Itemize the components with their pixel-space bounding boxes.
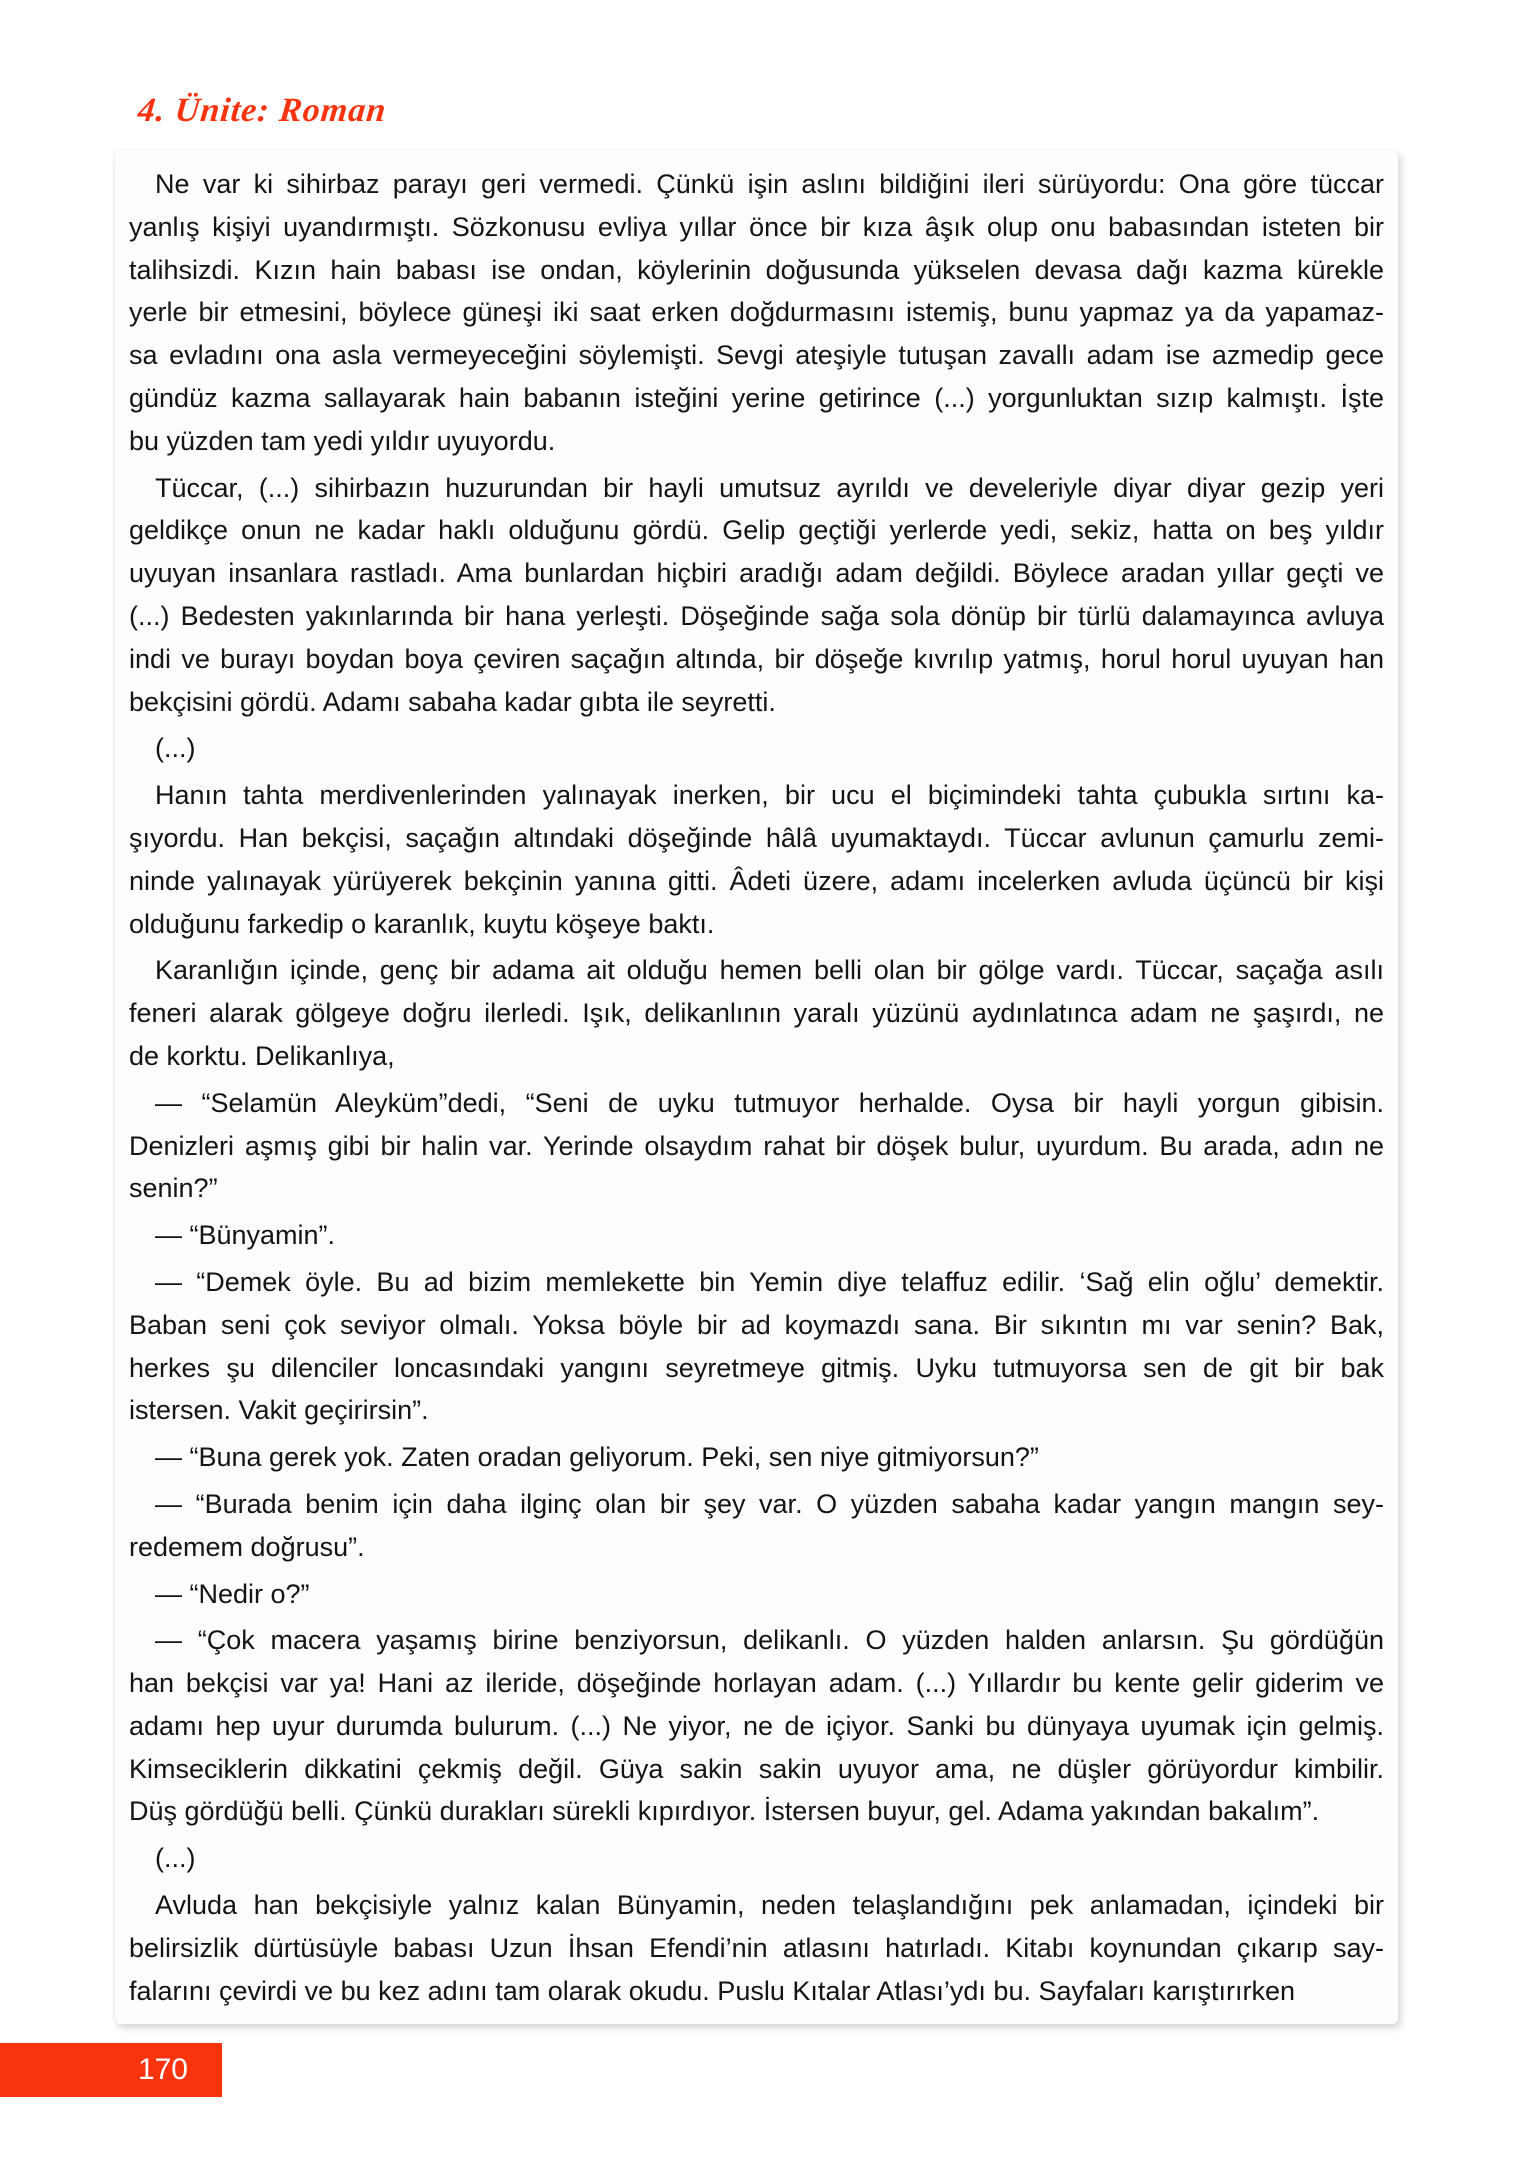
passage-line: (...) <box>155 733 196 764</box>
passage-paragraph <box>129 163 1384 463</box>
passage-line: Karanlığın içinde, genç bir adama ait olduğu hemen belli olan bir gölge vardı. Tüccar, saçağa asılı <box>155 955 1384 986</box>
unit-header: 4. Ünite: Roman <box>136 92 389 129</box>
passage-paragraph <box>129 1483 1384 1569</box>
passage-line: ninde yalınayak yürüyerek bekçinin yanına gitti. Âdeti üzere, adamı incelerken avluda üçüncü bir kişi <box>129 865 1384 896</box>
passage-line: sa evladını ona asla vermeyeceğini söylemişti. Sevgi ateşiyle tutuşan zavallı adam ise azmedip gece <box>129 340 1384 371</box>
passage-line: Baban seni çok seviyor olmalı. Yoksa böyle bir ad koymazdı sana. Bir sıkıntın mı var senin? Bak, <box>129 1309 1384 1340</box>
passage-line: yanlış kişiyi uyandırmıştı. Sözkonusu evliya yıllar önce bir kıza âşık olup onu babasından isteten bir <box>129 211 1384 242</box>
passage-line: — “Buna gerek yok. Zaten oradan geliyorum. Peki, sen niye gitmiyorsun?” <box>155 1442 1039 1473</box>
passage-line: istersen. Vakit geçirirsin”. <box>129 1395 429 1426</box>
passage-line: falarını çevirdi ve bu kez adını tam olarak okudu. Puslu Kıtalar Atlası’ydı bu. Sayfaları karıştırırken <box>129 1975 1296 2006</box>
passage-line: Denizleri aşmış gibi bir halin var. Yerinde olsaydım rahat bir döşek bulur, uyurdum. Bu arada, adın ne <box>129 1130 1384 1161</box>
passage-line: feneri alarak gölgeye doğru ilerledi. Işık, delikanlının yaralı yüzünü aydınlatınca adam ne şaşırdı, ne <box>129 998 1384 1029</box>
passage-paragraph <box>129 1261 1384 1432</box>
passage-paragraph <box>129 467 1384 724</box>
passage-line: (...) <box>155 1843 196 1874</box>
passage-line: — “Selamün Aleyküm”dedi, “Seni de uyku tutmuyor herhalde. Oysa bir hayli yorgun gibisin. <box>155 1087 1384 1118</box>
passage-line: — “Burada benim için daha ilginç olan bir şey var. O yüzden sabaha kadar yangın mangın sey- <box>155 1488 1384 1519</box>
passage-line: talihsizdi. Kızın hain babası ise ondan, köylerinin doğusunda yükselen devasa dağı kazma kürekle <box>129 254 1384 285</box>
passage-line: belirsizlik dürtüsüyle babası Uzun İhsan Efendi’nin atlasını hatırladı. Kitabı koynundan çıkarıp say- <box>129 1932 1384 1963</box>
passage-line: de korktu. Delikanlıya, <box>129 1040 395 1071</box>
passage-line: bu yüzden tam yedi yıldır uyuyordu. <box>129 425 556 456</box>
passage-line: olduğunu farkedip o karanlık, kuytu köşeye baktı. <box>129 908 715 939</box>
passage-line: — “Bünyamin”. <box>155 1220 336 1251</box>
passage-line: Düş gördüğü belli. Çünkü durakları sürekli kıpırdıyor. İstersen buyur, gel. Adama yakından bakalım”. <box>129 1796 1320 1827</box>
passage-paragraph <box>129 727 1384 770</box>
passage-paragraph <box>129 1436 1384 1479</box>
passage-line: şıyordu. Han bekçisi, saçağın altındaki döşeğinde hâlâ uyumaktaydı. Tüccar avlunun çamurlu zemi- <box>129 822 1384 853</box>
passage-line: uyuyan insanlara rastladı. Ama bunlardan hiçbiri aradığı adam değildi. Böylece aradan yıllar geçti ve <box>129 558 1384 589</box>
page-number: 170 <box>137 2053 188 2086</box>
passage-paragraph <box>129 1214 1384 1257</box>
passage-paragraph <box>129 774 1384 945</box>
passage-paragraph <box>129 949 1384 1077</box>
passage-line: Kimseciklerin dikkatini çekmiş değil. Güya sakin sakin uyuyor ama, ne düşler görüyordur kimbilir. <box>129 1753 1384 1784</box>
passage-line: (...) Bedesten yakınlarında bir hana yerleşti. Döşeğinde sağa sola dönüp bir türlü dalamayınca avluya <box>129 600 1384 631</box>
passage-line: adamı hep uyur durumda bulurum. (...) Ne yiyor, ne de içiyor. Sanki bu dünyaya uyumak için gelmiş. <box>129 1710 1384 1741</box>
passage-line: — “Demek öyle. Bu ad bizim memlekette bin Yemin diye telaffuz edilir. ‘Sağ elin oğlu’ demektir. <box>155 1266 1384 1297</box>
passage-line: Ne var ki sihirbaz parayı geri vermedi. Çünkü işin aslını bildiğini ileri sürüyordu: Ona göre tüccar <box>155 169 1384 199</box>
passage-line: bekçisini gördü. Adamı sabaha kadar gıbta ile seyretti. <box>129 686 776 717</box>
passage-paragraph <box>129 1837 1384 1880</box>
passage-line: senin?” <box>129 1173 218 1204</box>
passage-line: herkes şu dilenciler loncasındaki yangını seyretmeye gitmiş. Uyku tutmuyorsa sen de git bir bak <box>129 1352 1384 1383</box>
passage-line: han bekçisi var ya! Hani az ileride, döşeğinde horlayan adam. (...) Yıllardır bu kente gelir giderim ve <box>129 1668 1384 1699</box>
passage-paragraph <box>129 1884 1384 2012</box>
page-number-badge <box>0 2043 222 2097</box>
passage-line: yerle bir etmesini, böylece güneşi iki saat erken doğdurmasını istemiş, bunu yapmaz ya da yapamaz- <box>129 297 1384 328</box>
passage-line: redemem doğrusu”. <box>129 1531 365 1562</box>
passage-paragraph <box>129 1619 1384 1833</box>
passage-line: Hanın tahta merdivenlerinden yalınayak inerken, bir ucu el biçimindeki tahta çubukla sırtını ka- <box>155 780 1384 811</box>
passage-line: indi ve burayı boydan boya çeviren saçağın altında, bir döşeğe kıvrılıp yatmış, horul horul uyuyan han <box>129 643 1384 674</box>
passage-line: — “Nedir o?” <box>155 1578 310 1609</box>
passage-line: — “Çok macera yaşamış birine benziyorsun, delikanlı. O yüzden halden anlarsın. Şu gördüğün <box>155 1625 1384 1656</box>
passage-line: gündüz kazma sallayarak hain babanın isteğini yerine getirince (...) yorgunluktan sızıp kalmıştı. İşte <box>129 382 1384 413</box>
passage-line: geldikçe onun ne kadar haklı olduğunu gördü. Gelip geçtiği yerlerde yedi, sekiz, hatta on beş yıldır <box>129 515 1384 546</box>
passage-paragraph <box>129 1573 1384 1616</box>
passage-line: Avluda han bekçisiyle yalnız kalan Bünyamin, neden telaşlandığını pek anlamadan, içindeki bir <box>155 1890 1384 1921</box>
passage-line: Tüccar, (...) sihirbazın huzurundan bir hayli umutsuz ayrıldı ve develeriyle diyar diyar gezip yeri <box>155 472 1384 503</box>
reading-passage-panel <box>115 150 1398 2024</box>
passage-paragraph <box>129 1082 1384 1210</box>
